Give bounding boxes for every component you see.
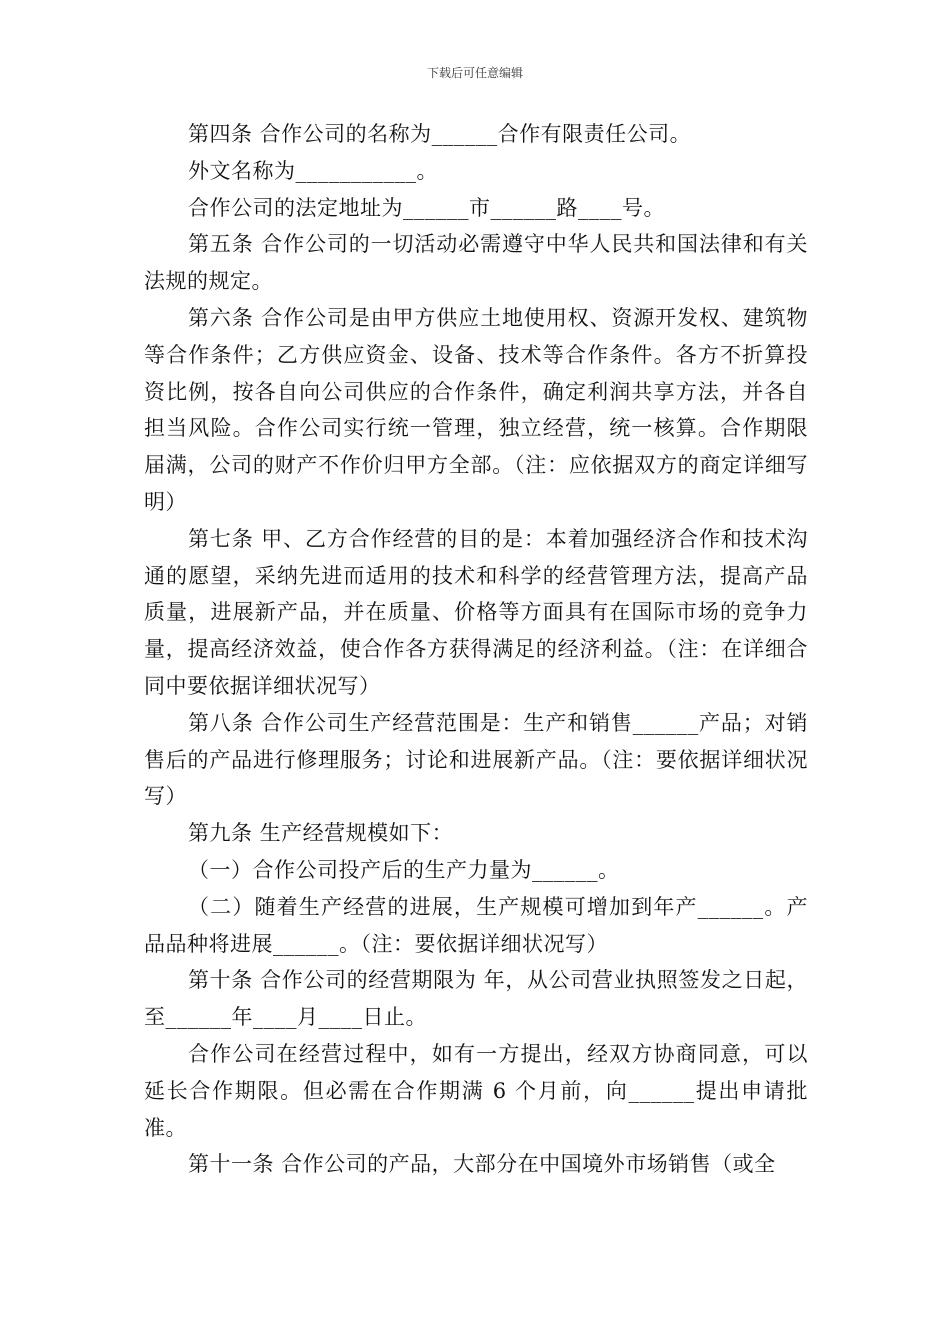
- page-header: 下载后可任意编辑: [426, 66, 523, 80]
- paragraph-article-8: 第八条 合作公司生产经营范围是：生产和销售______产品；对销售后的产品进行修理服务；讨论和进展新产品。（注：要依据详细状况写）: [144, 710, 808, 809]
- paragraph-legal-address: 合作公司的法定地址为______市______路____号。: [188, 195, 665, 220]
- document-body: [144, 116, 808, 1183]
- paragraph-extension: 合作公司在经营过程中，如有一方提出，经双方协商同意，可以延长合作期限。但必需在合作期满 6 个月前，向______提出申请批准。: [144, 1041, 808, 1140]
- paragraph-article-11: 第十一条 合作公司的产品，大部分在中国境外市场销售（或全: [188, 1152, 776, 1177]
- paragraph-article-4-name: 第四条 合作公司的名称为______合作有限责任公司。: [188, 122, 692, 146]
- paragraph-article-5: 第五条 合作公司的一切活动必需遵守中华人民共和国法律和有关法规的规定。: [144, 232, 808, 294]
- paragraph-article-9: 第九条 生产经营规模如下：: [188, 821, 454, 846]
- paragraph-article-7: 第七条 甲、乙方合作经营的目的是：本着加强经济合作和技术沟通的愿望，采纳先进而适用的技术和科学的经营管理方法，提高产品质量，进展新产品，并在质量、价格等方面具有在国际市场的竞争力量，提高经济效益，使合作各方获得满足的经济利益。（注：在详细合同中要依据详细状况写）: [144, 526, 808, 698]
- paragraph-article-10: 第十条 合作公司的经营期限为 年，从公司营业执照签发之日起，至______年____月____日止。: [144, 968, 808, 1030]
- paragraph-article-9-item-2: （二）随着生产经营的进展，生产规模可增加到年产______。产品品种将进展______。（注：要依据详细状况写）: [144, 894, 808, 956]
- paragraph-foreign-name: 外文名称为___________。: [188, 158, 438, 183]
- paragraph-article-6: 第六条 合作公司是由甲方供应土地使用权、资源开发权、建筑物等合作条件；乙方供应资金、设备、技术等合作条件。各方不折算投资比例，按各自向公司供应的合作条件，确定利润共享方法，并各自担当风险。合作公司实行统一管理，独立经营，统一核算。合作期限届满，公司的财产不作价归甲方全部。（注：应依据双方的商定详细写明）: [144, 305, 808, 514]
- paragraph-article-9-item-1: （一）合作公司投产后的生产力量为______。: [188, 857, 620, 882]
